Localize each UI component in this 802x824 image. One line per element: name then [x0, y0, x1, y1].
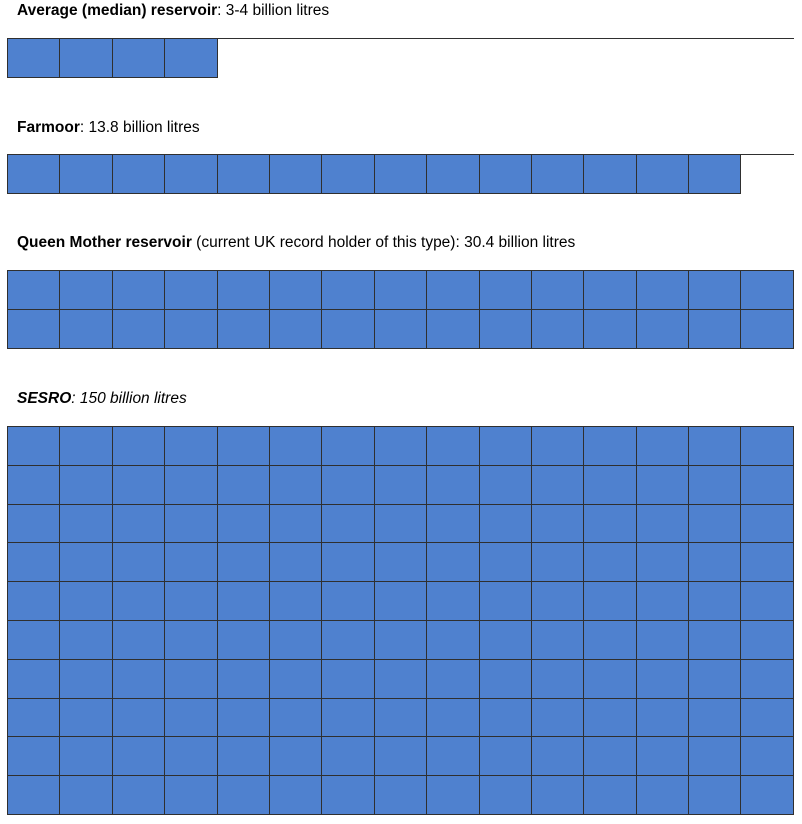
- unit-square: [218, 699, 270, 738]
- unit-square: [375, 271, 427, 310]
- unit-square: [322, 310, 374, 349]
- unit-square: [480, 737, 532, 776]
- unit-square: [480, 543, 532, 582]
- unit-square: [480, 505, 532, 544]
- unit-square: [322, 155, 374, 194]
- unit-square: [113, 466, 165, 505]
- unit-square: [480, 466, 532, 505]
- unit-square: [637, 582, 689, 621]
- unit-square: [637, 543, 689, 582]
- unit-square: [270, 737, 322, 776]
- unit-square: [60, 621, 112, 660]
- unit-square: [113, 271, 165, 310]
- unit-square: [375, 660, 427, 699]
- unit-square: [480, 310, 532, 349]
- unit-square: [60, 505, 112, 544]
- unit-square: [113, 155, 165, 194]
- unit-square: [113, 310, 165, 349]
- unit-square: [532, 543, 584, 582]
- unit-square: [375, 505, 427, 544]
- unit-square: [375, 310, 427, 349]
- unit-square: [218, 621, 270, 660]
- sesro-name: SESRO: [17, 390, 72, 407]
- unit-square: [270, 543, 322, 582]
- unit-square: [532, 776, 584, 815]
- unit-square: [427, 621, 479, 660]
- unit-square: [218, 155, 270, 194]
- unit-square: [8, 660, 60, 699]
- unit-square: [741, 427, 793, 466]
- unit-square: [165, 543, 217, 582]
- unit-square: [60, 310, 112, 349]
- queen-mother-squares: [7, 270, 794, 349]
- unit-square: [741, 660, 793, 699]
- unit-square: [113, 660, 165, 699]
- unit-square: [270, 310, 322, 349]
- unit-square: [375, 543, 427, 582]
- unit-square: [532, 427, 584, 466]
- unit-square: [218, 271, 270, 310]
- unit-square: [113, 427, 165, 466]
- unit-square: [637, 155, 689, 194]
- unit-square: [427, 155, 479, 194]
- unit-square: [218, 737, 270, 776]
- unit-square: [637, 776, 689, 815]
- unit-square: [165, 621, 217, 660]
- unit-square: [165, 155, 217, 194]
- unit-square: [532, 271, 584, 310]
- unit-square: [8, 427, 60, 466]
- unit-square: [584, 776, 636, 815]
- unit-square: [427, 271, 479, 310]
- unit-square: [60, 427, 112, 466]
- unit-square: [165, 582, 217, 621]
- unit-square: [270, 271, 322, 310]
- unit-square: [741, 621, 793, 660]
- unit-square: [165, 699, 217, 738]
- unit-square: [322, 699, 374, 738]
- unit-square: [480, 621, 532, 660]
- unit-square: [637, 427, 689, 466]
- unit-square: [689, 621, 741, 660]
- unit-square: [480, 582, 532, 621]
- unit-square: [113, 776, 165, 815]
- unit-square: [584, 505, 636, 544]
- queen-mother-value: : 30.4 billion litres: [455, 234, 576, 251]
- unit-square: [8, 310, 60, 349]
- unit-square: [375, 621, 427, 660]
- unit-square: [532, 155, 584, 194]
- unit-square: [60, 543, 112, 582]
- unit-square: [689, 582, 741, 621]
- unit-square: [8, 505, 60, 544]
- unit-square: [532, 310, 584, 349]
- unit-square: [427, 543, 479, 582]
- unit-square: [741, 466, 793, 505]
- unit-square: [8, 466, 60, 505]
- unit-square: [322, 427, 374, 466]
- unit-square: [322, 660, 374, 699]
- unit-square: [270, 505, 322, 544]
- unit-square: [375, 427, 427, 466]
- unit-square: [689, 505, 741, 544]
- unit-square: [427, 776, 479, 815]
- unit-square: [637, 466, 689, 505]
- unit-square: [270, 660, 322, 699]
- unit-square: [218, 310, 270, 349]
- unit-square: [8, 737, 60, 776]
- sesro-value: : 150 billion litres: [71, 390, 187, 407]
- unit-square: [689, 271, 741, 310]
- unit-square: [60, 699, 112, 738]
- unit-square: [427, 505, 479, 544]
- queen-mother-name: Queen Mother reservoir: [17, 234, 192, 251]
- unit-square: [532, 582, 584, 621]
- average-reservoir-name: Average (median) reservoir: [17, 2, 218, 19]
- unit-square: [532, 505, 584, 544]
- unit-square: [218, 543, 270, 582]
- unit-square: [689, 155, 741, 194]
- unit-square: [8, 776, 60, 815]
- unit-square: [322, 776, 374, 815]
- unit-square: [689, 737, 741, 776]
- unit-square: [480, 776, 532, 815]
- unit-square: [637, 699, 689, 738]
- unit-square: [637, 621, 689, 660]
- unit-square: [8, 543, 60, 582]
- unit-square: [480, 660, 532, 699]
- unit-square: [427, 660, 479, 699]
- unit-square: [741, 505, 793, 544]
- unit-square: [741, 543, 793, 582]
- unit-square: [741, 582, 793, 621]
- unit-square: [8, 155, 60, 194]
- unit-square: [741, 776, 793, 815]
- unit-square: [322, 737, 374, 776]
- unit-square: [532, 737, 584, 776]
- unit-square: [322, 543, 374, 582]
- unit-square: [584, 582, 636, 621]
- unit-square: [741, 737, 793, 776]
- unit-square: [60, 582, 112, 621]
- unit-square: [60, 155, 112, 194]
- unit-square: [322, 505, 374, 544]
- sesro-label: [17, 389, 187, 409]
- unit-square: [741, 271, 793, 310]
- unit-square: [270, 427, 322, 466]
- unit-square: [532, 660, 584, 699]
- unit-square: [270, 466, 322, 505]
- unit-square: [427, 427, 479, 466]
- unit-square: [637, 505, 689, 544]
- unit-square: [165, 505, 217, 544]
- unit-square: [270, 699, 322, 738]
- farmoor-name: Farmoor: [17, 119, 80, 136]
- unit-square: [270, 621, 322, 660]
- unit-square: [532, 466, 584, 505]
- unit-square: [218, 505, 270, 544]
- unit-square: [270, 155, 322, 194]
- unit-square: [532, 699, 584, 738]
- unit-square: [375, 582, 427, 621]
- unit-square: [165, 660, 217, 699]
- unit-square: [8, 582, 60, 621]
- unit-square: [584, 699, 636, 738]
- unit-square: [60, 776, 112, 815]
- unit-square: [218, 466, 270, 505]
- unit-square: [584, 660, 636, 699]
- unit-square: [689, 543, 741, 582]
- unit-square: [113, 543, 165, 582]
- unit-square: [584, 271, 636, 310]
- unit-square: [8, 699, 60, 738]
- unit-square: [322, 621, 374, 660]
- farmoor-value: : 13.8 billion litres: [79, 119, 200, 136]
- unit-square: [60, 271, 112, 310]
- queen-mother-note: (current UK record holder of this type): [191, 234, 456, 251]
- unit-square: [427, 310, 479, 349]
- unit-square: [270, 776, 322, 815]
- unit-square: [427, 699, 479, 738]
- sesro-squares: [7, 426, 794, 815]
- farmoor-squares: [7, 154, 794, 194]
- unit-square: [741, 310, 793, 349]
- unit-square: [8, 271, 60, 310]
- unit-square: [584, 427, 636, 466]
- unit-square: [165, 737, 217, 776]
- farmoor-label: [17, 118, 200, 138]
- average-reservoir-label: [17, 1, 329, 21]
- unit-square: [218, 427, 270, 466]
- unit-square: [637, 310, 689, 349]
- unit-square: [113, 582, 165, 621]
- unit-square: [584, 737, 636, 776]
- unit-square: [113, 621, 165, 660]
- unit-square: [322, 271, 374, 310]
- unit-square: [322, 466, 374, 505]
- unit-square: [741, 699, 793, 738]
- unit-square: [637, 660, 689, 699]
- unit-square: [60, 737, 112, 776]
- unit-square: [689, 660, 741, 699]
- unit-square: [113, 39, 165, 78]
- unit-square: [689, 466, 741, 505]
- unit-square: [165, 39, 217, 78]
- unit-square: [165, 466, 217, 505]
- unit-square: [584, 543, 636, 582]
- unit-square: [165, 310, 217, 349]
- unit-square: [113, 699, 165, 738]
- unit-square: [427, 737, 479, 776]
- unit-square: [60, 39, 112, 78]
- unit-square: [375, 776, 427, 815]
- unit-square: [113, 737, 165, 776]
- unit-square: [480, 427, 532, 466]
- queen-mother-label: [17, 233, 575, 253]
- unit-square: [165, 427, 217, 466]
- unit-square: [165, 271, 217, 310]
- unit-square: [689, 427, 741, 466]
- average-reservoir-squares: [7, 38, 794, 78]
- unit-square: [375, 699, 427, 738]
- unit-square: [8, 621, 60, 660]
- unit-square: [218, 582, 270, 621]
- unit-square: [427, 466, 479, 505]
- unit-square: [375, 466, 427, 505]
- unit-square: [218, 660, 270, 699]
- unit-square: [322, 582, 374, 621]
- unit-square: [8, 39, 60, 78]
- unit-square: [480, 271, 532, 310]
- unit-square: [532, 621, 584, 660]
- unit-square: [584, 621, 636, 660]
- unit-square: [480, 699, 532, 738]
- unit-square: [689, 776, 741, 815]
- average-reservoir-value: : 3-4 billion litres: [217, 2, 330, 19]
- unit-square: [584, 155, 636, 194]
- unit-square: [480, 155, 532, 194]
- unit-square: [427, 582, 479, 621]
- unit-square: [689, 310, 741, 349]
- unit-square: [113, 505, 165, 544]
- unit-square: [584, 466, 636, 505]
- unit-square: [375, 155, 427, 194]
- unit-square: [637, 271, 689, 310]
- unit-square: [60, 660, 112, 699]
- unit-square: [584, 310, 636, 349]
- unit-square: [637, 737, 689, 776]
- unit-square: [375, 737, 427, 776]
- unit-square: [165, 776, 217, 815]
- unit-square: [218, 776, 270, 815]
- unit-square: [60, 466, 112, 505]
- unit-square: [689, 699, 741, 738]
- unit-square: [270, 582, 322, 621]
